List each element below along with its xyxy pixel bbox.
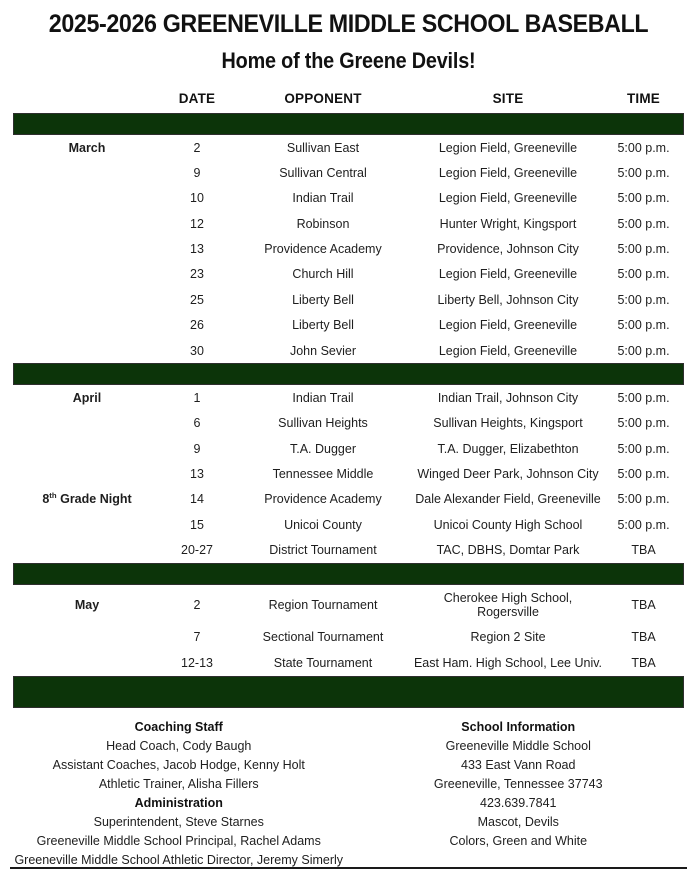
- table-body: [13, 113, 684, 708]
- cell-time: TBA: [631, 543, 656, 558]
- cell-opponent: Sullivan East: [286, 140, 360, 155]
- table-row: [13, 338, 684, 363]
- table-row: [13, 585, 684, 625]
- table-row: [13, 211, 684, 236]
- month-label-empty: [13, 411, 161, 436]
- divider-cell: [13, 363, 684, 385]
- table-row: [13, 385, 684, 410]
- cell-site: Providence, Johnson City: [437, 242, 579, 257]
- cell-date: 30: [190, 343, 204, 358]
- administration-heading: Administration: [134, 795, 223, 810]
- cell-time: 5:00 p.m.: [617, 441, 670, 456]
- table-row: [13, 287, 684, 312]
- cell-site: Legion Field, Greeneville: [438, 318, 578, 333]
- table-row: [13, 411, 684, 436]
- cell-opponent: Providence Academy: [264, 492, 382, 507]
- cell-time: 5:00 p.m.: [617, 318, 670, 333]
- ordinal-suffix: th: [49, 491, 57, 501]
- cell-date: 26: [190, 318, 204, 333]
- page-subtitle: Home of the Greene Devils!: [221, 47, 476, 73]
- cell-date: 2: [193, 140, 201, 155]
- coaching-staff-line: Athletic Trainer, Alisha Fillers: [98, 776, 259, 791]
- table-row: [13, 462, 684, 487]
- section-divider-band: [13, 363, 684, 385]
- cell-opponent: State Tournament: [273, 655, 373, 670]
- cell-time: 5:00 p.m.: [617, 467, 670, 482]
- cell-time: TBA: [631, 655, 656, 670]
- divider-cell: [13, 563, 684, 585]
- cell-time: 5:00 p.m.: [617, 267, 670, 282]
- cell-site: Winged Deer Park, Johnson City: [417, 467, 599, 482]
- table-row: [13, 186, 684, 211]
- cell-date: 13: [190, 467, 204, 482]
- cell-time: 5:00 p.m.: [617, 517, 670, 532]
- table-row: [13, 487, 684, 512]
- cell-site: Indian Trail, Johnson City: [437, 390, 579, 405]
- cell-opponent: Church Hill: [292, 267, 354, 282]
- schedule-table: [13, 91, 684, 708]
- cell-time: 5:00 p.m.: [617, 292, 670, 307]
- table-row: [13, 538, 684, 563]
- cell-time: 5:00 p.m.: [617, 165, 670, 180]
- month-label: 8th Grade Night: [42, 491, 132, 507]
- table-row: [13, 160, 684, 185]
- cell-date: 10: [190, 191, 204, 206]
- month-label-empty: [13, 462, 161, 487]
- cell-time: 5:00 p.m.: [617, 390, 670, 405]
- cell-time: 5:00 p.m.: [617, 416, 670, 431]
- cell-opponent: Unicoi County: [284, 517, 362, 532]
- school-information-line: Mascot, Devils: [477, 814, 559, 829]
- administration-line: Superintendent, Steve Starnes: [93, 814, 264, 829]
- cell-opponent: Sullivan Central: [279, 165, 367, 180]
- cell-opponent: District Tournament: [269, 543, 377, 558]
- month-label-empty: [13, 625, 161, 650]
- section-divider-band: [13, 113, 684, 135]
- green-band: [13, 676, 684, 708]
- divider-cell: [13, 676, 684, 708]
- cell-date: 6: [193, 416, 201, 431]
- month-label-empty: [13, 436, 161, 461]
- column-header-time: TIME: [626, 91, 661, 107]
- footer: [13, 718, 684, 870]
- cell-opponent: Sullivan Heights: [278, 416, 368, 431]
- table-row: [13, 512, 684, 537]
- cell-site: Unicoi County High School: [433, 517, 583, 532]
- administration-line: Greeneville Middle School Athletic Director, Jeremy Simerly: [14, 852, 344, 867]
- cell-opponent: Indian Trail: [292, 390, 354, 405]
- month-label-empty: [13, 237, 161, 262]
- cell-date: 20-27: [181, 543, 213, 558]
- cell-time: 5:00 p.m.: [617, 191, 670, 206]
- cell-date: 13: [190, 242, 204, 257]
- cell-opponent: T.A. Dugger: [289, 441, 356, 456]
- month-label-empty: [13, 287, 161, 312]
- school-information-lines: [353, 737, 685, 851]
- cell-site: East Ham. High School, Lee Univ.: [413, 655, 603, 670]
- cell-opponent: Tennessee Middle: [272, 467, 374, 482]
- month-label-empty: [13, 211, 161, 236]
- cell-opponent: Region Tournament: [268, 597, 378, 612]
- cell-date: 1: [193, 390, 201, 405]
- school-information-line: 423.639.7841: [480, 795, 557, 810]
- green-band: [13, 363, 684, 385]
- table-row: [13, 625, 684, 650]
- column-header-date: DATE: [178, 91, 216, 107]
- green-band: [13, 563, 684, 585]
- cell-opponent: Liberty Bell: [292, 318, 354, 333]
- cell-date: 12: [190, 216, 204, 231]
- cell-site: T.A. Dugger, Elizabethton: [437, 441, 579, 456]
- cell-opponent: Sectional Tournament: [262, 630, 384, 645]
- cell-date: 15: [190, 517, 204, 532]
- month-label-empty: [13, 160, 161, 185]
- section-divider-band: [13, 563, 684, 585]
- cell-date: 12-13: [181, 655, 213, 670]
- month-label-empty: [13, 650, 161, 675]
- month-label: March: [68, 140, 106, 155]
- coaching-staff-heading: Coaching Staff: [134, 719, 223, 734]
- month-label: May: [74, 597, 100, 612]
- cell-opponent: Indian Trail: [292, 191, 354, 206]
- column-header-site: SITE: [492, 91, 524, 107]
- table-row: [13, 650, 684, 675]
- page-title: 2025-2026 GREENEVILLE MIDDLE SCHOOL BASEBALL: [48, 10, 649, 38]
- administration-line: Greeneville Middle School Principal, Rachel Adams: [36, 833, 321, 848]
- cell-site: Legion Field, Greeneville: [438, 165, 578, 180]
- page-bottom-rule: [10, 867, 687, 869]
- cell-time: 5:00 p.m.: [617, 343, 670, 358]
- cell-opponent: Robinson: [296, 216, 350, 231]
- month-label-empty: [13, 186, 161, 211]
- cell-time: 5:00 p.m.: [617, 242, 670, 257]
- month-label-empty: [13, 512, 161, 537]
- cell-date: 9: [193, 441, 201, 456]
- cell-time: 5:00 p.m.: [617, 216, 670, 231]
- cell-date: 25: [190, 292, 204, 307]
- month-label-empty: [13, 538, 161, 563]
- cell-site: Legion Field, Greeneville: [438, 140, 578, 155]
- table-row: [13, 237, 684, 262]
- cell-date: 2: [193, 597, 201, 612]
- footer-coaching-staff: [13, 718, 349, 870]
- column-header-opponent: OPPONENT: [284, 91, 362, 107]
- cell-opponent: John Sevier: [289, 343, 356, 358]
- month-label: April: [72, 390, 102, 405]
- school-information-line: 433 East Vann Road: [461, 757, 576, 772]
- cell-site: Region 2 Site: [470, 630, 546, 645]
- cell-date: 7: [193, 630, 201, 645]
- column-header-month: [13, 91, 161, 113]
- table-header: [13, 91, 684, 113]
- school-information-line: Colors, Green and White: [449, 833, 588, 848]
- coaching-staff-line: Assistant Coaches, Jacob Hodge, Kenny Holt: [52, 757, 305, 772]
- month-label-empty: [13, 262, 161, 287]
- coaching-staff-line: Head Coach, Cody Baugh: [106, 738, 252, 753]
- coaching-staff-lines: [13, 737, 345, 794]
- cell-opponent: Providence Academy: [264, 242, 382, 257]
- table-row: [13, 436, 684, 461]
- cell-site: Dale Alexander Field, Greeneville: [415, 492, 601, 507]
- cell-site: Liberty Bell, Johnson City: [437, 292, 579, 307]
- school-information-heading: School Information: [461, 719, 576, 734]
- cell-time: 5:00 p.m.: [617, 492, 670, 507]
- cell-time: TBA: [631, 630, 656, 645]
- cell-date: 14: [190, 492, 204, 507]
- cell-site: Legion Field, Greeneville: [438, 267, 578, 282]
- cell-site: Cherokee High School, Rogersville: [443, 590, 573, 619]
- footer-school-information: [349, 718, 685, 851]
- cell-site: Legion Field, Greeneville: [438, 191, 578, 206]
- administration-lines: [13, 813, 345, 870]
- cell-date: 23: [190, 267, 204, 282]
- month-label-empty: [13, 338, 161, 363]
- school-information-line: Greeneville, Tennessee 37743: [433, 776, 603, 791]
- cell-time: TBA: [631, 597, 656, 612]
- table-row: [13, 135, 684, 160]
- header-row: [13, 91, 684, 113]
- school-information-line: Greeneville Middle School: [445, 738, 591, 753]
- cell-opponent: Liberty Bell: [292, 292, 354, 307]
- cell-site: Hunter Wright, Kingsport: [439, 216, 577, 231]
- section-divider-band: [13, 676, 684, 708]
- cell-site: Legion Field, Greeneville: [438, 343, 578, 358]
- green-band: [13, 113, 684, 135]
- cell-site: TAC, DBHS, Domtar Park: [436, 543, 580, 558]
- title-block: [0, 0, 697, 73]
- table-row: [13, 313, 684, 338]
- table-row: [13, 262, 684, 287]
- cell-site: Sullivan Heights, Kingsport: [433, 416, 583, 431]
- cell-date: 9: [193, 165, 201, 180]
- cell-time: 5:00 p.m.: [617, 140, 670, 155]
- month-label-empty: [13, 313, 161, 338]
- divider-cell: [13, 113, 684, 135]
